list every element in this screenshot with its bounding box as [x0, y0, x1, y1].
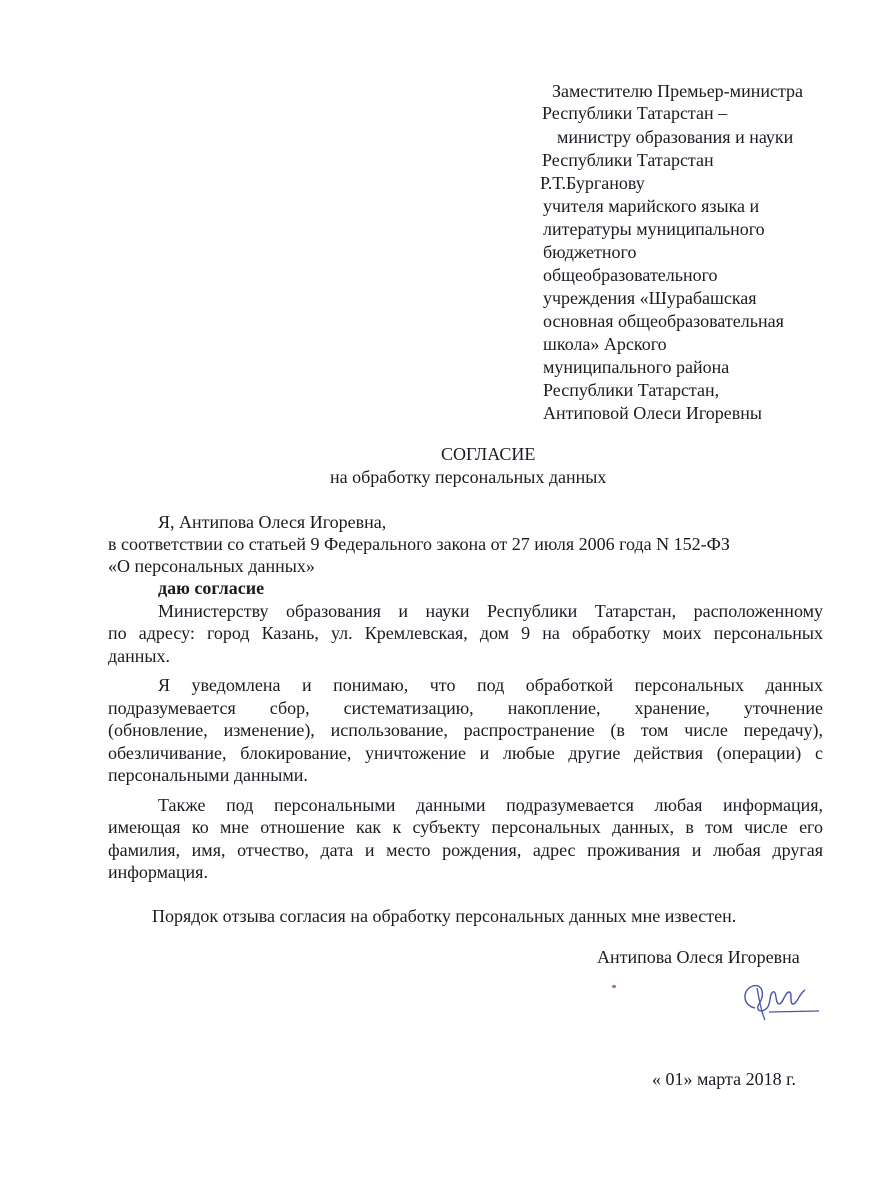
- addressee-line: общеобразовательного: [543, 265, 718, 285]
- addressee-line: школа» Арского: [543, 334, 667, 354]
- data-paragraph-line: Также под персональными данными подразумевается любая информация,: [158, 795, 823, 815]
- law-reference: в соответствии со статьей 9 Федерального закона от 27 июля 2006 года N 152-ФЗ: [108, 534, 730, 554]
- signature-stroke: [745, 986, 805, 1011]
- signature-underline: [769, 1011, 819, 1012]
- addressee-line: Антиповой Олеси Игоревны: [543, 403, 762, 423]
- addressee-line: бюджетного: [543, 242, 637, 262]
- addressee-line: Республики Татарстан –: [542, 103, 728, 123]
- signatory-name: Антипова Олеся Игоревна: [597, 947, 800, 967]
- addressee-line: Заместителю Премьер-министра: [552, 81, 804, 101]
- processing-paragraph-line: (обновление, изменение), использование, распространение (в том числе передачу),: [108, 720, 823, 740]
- addressee-line: муниципального района: [543, 357, 730, 377]
- addressee-line: Республики Татарстан: [542, 150, 714, 170]
- addressee-line: Республики Татарстан,: [543, 380, 720, 400]
- data-paragraph-line: имеющая ко мне отношение как к субъекту персональных данных, в том числе его: [108, 817, 823, 837]
- ministry-paragraph-line: по адресу: город Казань, ул. Кремлевская, дом 9 на обработку моих персональных: [108, 623, 823, 643]
- processing-paragraph-line: персональными данными.: [108, 765, 308, 785]
- addressee-line: учреждения «Шурабашская: [543, 288, 757, 308]
- addressee-line: литературы муниципального: [543, 219, 765, 239]
- data-paragraph-line: фамилия, имя, отчество, дата и место рождения, адрес проживания и любая другая: [108, 840, 823, 860]
- addressee-line: Р.Т.Бурганову: [540, 173, 645, 193]
- ministry-paragraph-line: Министерству образования и науки Республики Татарстан, расположенному: [158, 601, 823, 621]
- handwritten-signature: [735, 978, 825, 1023]
- document-title: СОГЛАСИЕ: [441, 444, 536, 464]
- processing-paragraph-line: подразумевается сбор, систематизацию, накопление, хранение, уточнение: [108, 698, 823, 718]
- addressee-line: основная общеобразовательная: [543, 311, 784, 331]
- revocation-statement: Порядок отзыва согласия на обработку персональных данных мне известен.: [152, 906, 737, 926]
- addressee-line: учителя марийского языка и: [543, 196, 760, 216]
- processing-paragraph-line: Я уведомлена и понимаю, что под обработкой персональных данных: [158, 675, 823, 695]
- document-subtitle: на обработку персональных данных: [330, 467, 607, 487]
- addressee-line: министру образования и науки: [557, 127, 794, 147]
- consent-phrase: даю согласие: [158, 578, 265, 598]
- processing-paragraph-line: обезличивание, блокирование, уничтожение и любые другие действия (операции) с: [108, 743, 823, 763]
- ink-speck: [612, 985, 616, 988]
- document-date: « 01» марта 2018 г.: [652, 1069, 796, 1089]
- intro-name: Я, Антипова Олеся Игоревна,: [158, 512, 387, 532]
- law-reference: «О персональных данных»: [108, 556, 315, 576]
- data-paragraph-line: информация.: [108, 862, 208, 882]
- ministry-paragraph-line: данных.: [108, 646, 171, 666]
